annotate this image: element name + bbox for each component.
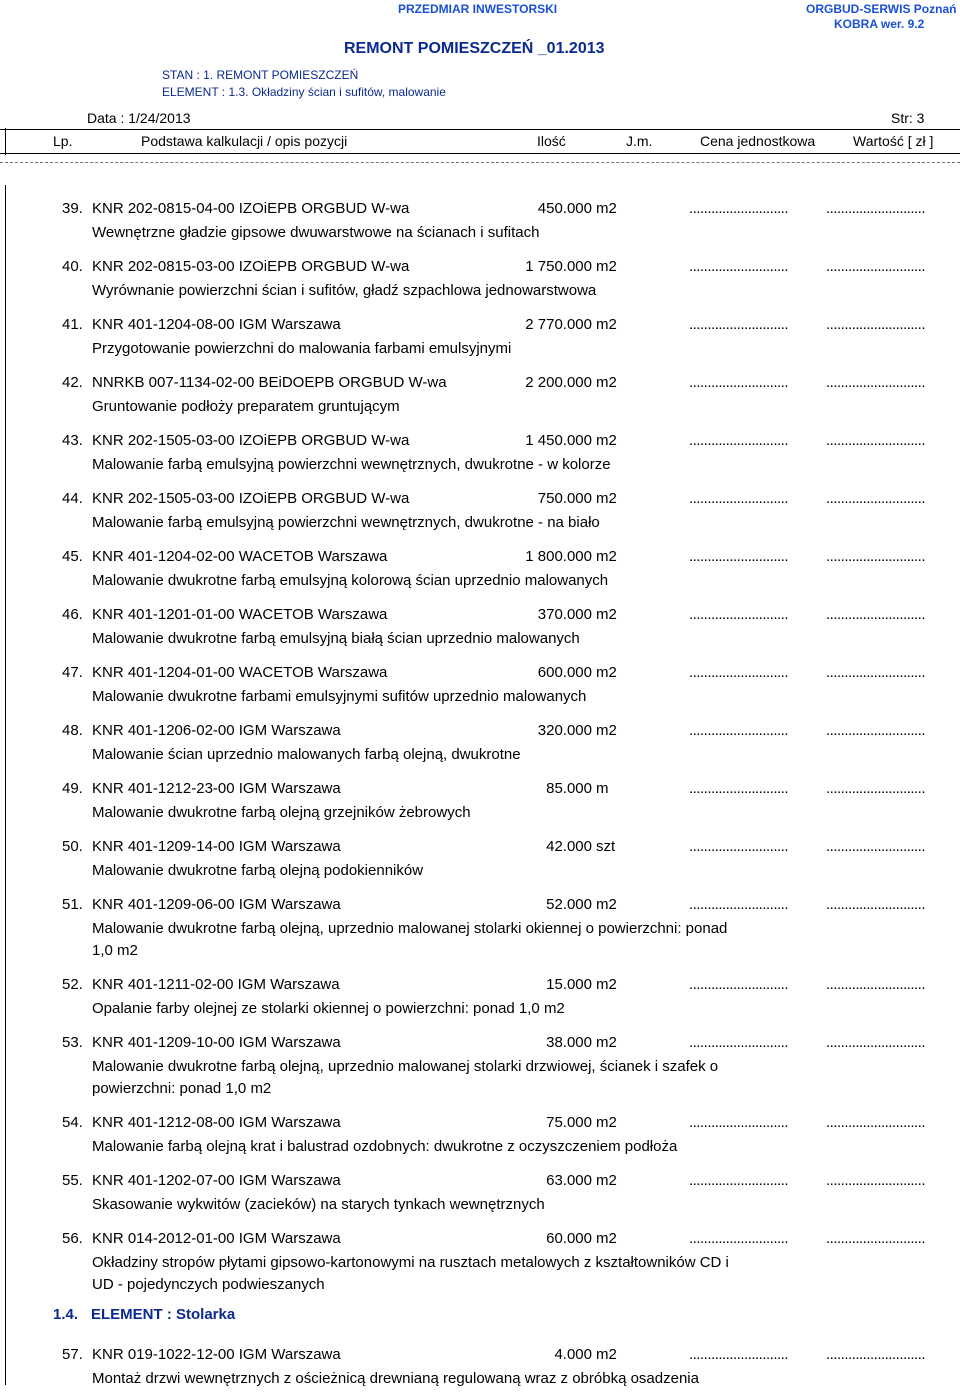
description: Wewnętrzne gładzie gipsowe dwuwarstwowe na ścianach i sufitach — [92, 224, 540, 241]
quantity: 750.000 — [537, 490, 592, 507]
column-basis: Podstawa kalkulacji / opis pozycji — [141, 133, 348, 149]
kalkulacja-code: KNR 202-1505-03-00 IZOiEPB ORGBUD W-wa — [92, 432, 410, 449]
unit-price-placeholder: ........................... — [689, 780, 789, 797]
description: Malowanie dwukrotne farbą emulsyjną białą ścian uprzednio malowanych — [92, 630, 580, 647]
company-name: ORGBUD-SERWIS Poznań — [806, 2, 957, 16]
unit: m2 — [596, 548, 617, 565]
quantity: 75.000 — [546, 1114, 592, 1131]
description: Opalanie farby olejnej ze stolarki okiennej o powierzchni: ponad 1,0 m2 — [92, 1000, 565, 1017]
unit-price-placeholder: ........................... — [689, 1034, 789, 1051]
value-placeholder: ........................... — [826, 490, 926, 507]
quantity: 2 200.000 — [525, 374, 592, 391]
quantity: 15.000 — [546, 976, 592, 993]
description: Malowanie dwukrotne farbą olejną grzejników żebrowych — [92, 804, 471, 821]
kalkulacja-code: KNR 401-1212-23-00 IGM Warszawa — [92, 780, 341, 797]
description: Okładziny stropów płytami gipsowo-kartonowymi na rusztach metalowych z kształtowników CD i UD - pojedynczych podwieszanych — [92, 1254, 729, 1293]
entry-number: 39. — [62, 200, 83, 217]
header-dashed-rule — [0, 162, 960, 163]
unit-price-placeholder: ........................... — [689, 838, 789, 855]
unit: m2 — [596, 1346, 617, 1363]
value-placeholder: ........................... — [826, 896, 926, 913]
kalkulacja-code: KNR 202-1505-03-00 IZOiEPB ORGBUD W-wa — [92, 490, 410, 507]
kalkulacja-code: KNR 401-1204-01-00 WACETOB Warszawa — [92, 664, 388, 681]
unit: m2 — [596, 1230, 617, 1247]
unit: m2 — [596, 1114, 617, 1131]
entry-number: 50. — [62, 838, 83, 855]
kalkulacja-code: KNR 401-1209-10-00 IGM Warszawa — [92, 1034, 341, 1051]
description: Skasowanie wykwitów (zacieków) na starych tynkach wewnętrznych — [92, 1196, 545, 1213]
value-placeholder: ........................... — [826, 838, 926, 855]
unit: m2 — [596, 490, 617, 507]
description: Malowanie ścian uprzednio malowanych farbą olejną, dwukrotne — [92, 746, 521, 763]
unit-price-placeholder: ........................... — [689, 374, 789, 391]
description: Malowanie farbą olejną krat i balustrad ozdobnych: dwukrotne z oczyszczeniem podłoża — [92, 1138, 678, 1155]
unit-price-placeholder: ........................... — [689, 1172, 789, 1189]
column-lp: Lp. — [53, 133, 73, 149]
value-placeholder: ........................... — [826, 432, 926, 449]
unit-price-placeholder: ........................... — [689, 1230, 789, 1247]
kalkulacja-code: KNR 401-1211-02-00 IGM Warszawa — [92, 976, 340, 993]
quantity: 60.000 — [546, 1230, 592, 1247]
entry-number: 53. — [62, 1034, 83, 1051]
kalkulacja-code: KNR 401-1212-08-00 IGM Warszawa — [92, 1114, 341, 1131]
value-placeholder: ........................... — [826, 1172, 926, 1189]
value-placeholder: ........................... — [826, 1114, 926, 1131]
unit-price-placeholder: ........................... — [689, 664, 789, 681]
quantity: 1 750.000 — [525, 258, 592, 275]
section-title: ELEMENT : Stolarka — [91, 1306, 236, 1323]
unit-price-placeholder: ........................... — [689, 1346, 789, 1363]
entry-number: 55. — [62, 1172, 83, 1189]
entry-number: 41. — [62, 316, 83, 333]
value-placeholder: ........................... — [826, 1230, 926, 1247]
unit-price-placeholder: ........................... — [689, 722, 789, 739]
unit-price-placeholder: ........................... — [689, 200, 789, 217]
unit: m2 — [596, 432, 617, 449]
entry-number: 43. — [62, 432, 83, 449]
kalkulacja-code: KNR 401-1201-01-00 WACETOB Warszawa — [92, 606, 388, 623]
unit: m2 — [596, 374, 617, 391]
value-placeholder: ........................... — [826, 258, 926, 275]
description: Gruntowanie podłoży preparatem gruntującym — [92, 398, 400, 415]
column-value: Wartość [ zł ] — [853, 133, 934, 149]
unit: m2 — [596, 896, 617, 913]
kalkulacja-code: KNR 401-1204-08-00 IGM Warszawa — [92, 316, 341, 333]
section-number: 1.4. — [53, 1306, 79, 1323]
report-type: PRZEDMIAR INWESTORSKI — [398, 2, 558, 16]
description: Malowanie dwukrotne farbami emulsyjnymi sufitów uprzednio malowanych — [92, 688, 587, 705]
value-placeholder: ........................... — [826, 976, 926, 993]
quantity: 4.000 — [554, 1346, 592, 1363]
stan-label: STAN : 1. REMONT POMIESZCZEŃ — [162, 68, 359, 82]
unit: szt — [596, 838, 616, 855]
column-price: Cena jednostkowa — [700, 133, 816, 149]
kalkulacja-code: KNR 401-1202-07-00 IGM Warszawa — [92, 1172, 341, 1189]
header-top-rule — [0, 129, 960, 130]
value-placeholder: ........................... — [826, 548, 926, 565]
description: Malowanie dwukrotne farbą olejną podokienników — [92, 862, 424, 879]
description: Wyrównanie powierzchni ścian i sufitów, gładź szpachlowa jednowarstwowa — [92, 282, 597, 299]
entry-number: 54. — [62, 1114, 83, 1131]
entry-number: 40. — [62, 258, 83, 275]
quantity: 1 450.000 — [525, 432, 592, 449]
entry-number: 49. — [62, 780, 83, 797]
entry-number: 42. — [62, 374, 83, 391]
unit-price-placeholder: ........................... — [689, 896, 789, 913]
unit-price-placeholder: ........................... — [689, 606, 789, 623]
entry-number: 46. — [62, 606, 83, 623]
value-placeholder: ........................... — [826, 316, 926, 333]
value-placeholder: ........................... — [826, 1346, 926, 1363]
kalkulacja-code: KNR 202-0815-03-00 IZOiEPB ORGBUD W-wa — [92, 258, 410, 275]
value-placeholder: ........................... — [826, 664, 926, 681]
quantity: 450.000 — [537, 200, 592, 217]
unit-price-placeholder: ........................... — [689, 316, 789, 333]
document-title: REMONT POMIESZCZEŃ _01.2013 — [344, 40, 605, 57]
value-placeholder: ........................... — [826, 780, 926, 797]
description: Malowanie dwukrotne farbą emulsyjną kolorową ścian uprzednio malowanych — [92, 572, 609, 589]
kalkulacja-code: KNR 202-0815-04-00 IZOiEPB ORGBUD W-wa — [92, 200, 410, 217]
description: Malowanie farbą emulsyjną powierzchni wewnętrznych, dwukrotne - w kolorze — [92, 456, 611, 473]
unit-price-placeholder: ........................... — [689, 490, 789, 507]
column-qty: Ilość — [537, 133, 566, 149]
column-unit: J.m. — [626, 133, 653, 149]
quantity: 320.000 — [537, 722, 592, 739]
entry-number: 47. — [62, 664, 83, 681]
page-number: Str: 3 — [891, 110, 925, 126]
kalkulacja-code: KNR 401-1204-02-00 WACETOB Warszawa — [92, 548, 388, 565]
entry-number: 57. — [62, 1346, 83, 1363]
quantity: 600.000 — [537, 664, 592, 681]
quantity: 42.000 — [546, 838, 592, 855]
unit-price-placeholder: ........................... — [689, 258, 789, 275]
value-placeholder: ........................... — [826, 722, 926, 739]
quantity: 38.000 — [546, 1034, 592, 1051]
entry-number: 52. — [62, 976, 83, 993]
header-bottom-rule — [0, 153, 960, 154]
description: Montaż drzwi wewnętrznych z ościeżnicą drewnianą regulowaną wraz z obróbką osadzenia — [92, 1370, 699, 1387]
description: Przygotowanie powierzchni do malowania farbami emulsyjnymi — [92, 340, 512, 357]
left-border-header — [5, 128, 6, 155]
unit-price-placeholder: ........................... — [689, 1114, 789, 1131]
unit-price-placeholder: ........................... — [689, 548, 789, 565]
entry-number: 48. — [62, 722, 83, 739]
value-placeholder: ........................... — [826, 200, 926, 217]
unit: m2 — [596, 606, 617, 623]
kalkulacja-code: KNR 401-1209-14-00 IGM Warszawa — [92, 838, 341, 855]
element-label: ELEMENT : 1.3. Okładziny ścian i sufitów, malowanie — [162, 85, 446, 99]
kalkulacja-code: KNR 014-2012-01-00 IGM Warszawa — [92, 1230, 341, 1247]
entry-number: 51. — [62, 896, 83, 913]
quantity: 52.000 — [546, 896, 592, 913]
unit: m2 — [596, 316, 617, 333]
value-placeholder: ........................... — [826, 1034, 926, 1051]
left-border-body — [5, 185, 6, 1385]
quantity: 2 770.000 — [525, 316, 592, 333]
kalkulacja-code: KNR 401-1209-06-00 IGM Warszawa — [92, 896, 341, 913]
quantity: 85.000 — [546, 780, 592, 797]
unit: m2 — [596, 1034, 617, 1051]
kalkulacja-code: KNR 401-1206-02-00 IGM Warszawa — [92, 722, 341, 739]
unit: m2 — [596, 200, 617, 217]
unit: m2 — [596, 722, 617, 739]
value-placeholder: ........................... — [826, 606, 926, 623]
unit-price-placeholder: ........................... — [689, 976, 789, 993]
software-version: KOBRA wer. 9.2 — [834, 17, 925, 31]
value-placeholder: ........................... — [826, 374, 926, 391]
unit: m2 — [596, 1172, 617, 1189]
entry-number: 56. — [62, 1230, 83, 1247]
description: Malowanie dwukrotne farbą olejną, uprzednio malowanej stolarki okiennej o powierzchni: ponad 1,0 m2 — [92, 920, 728, 959]
quantity: 1 800.000 — [525, 548, 592, 565]
entry-number: 44. — [62, 490, 83, 507]
quantity: 370.000 — [537, 606, 592, 623]
unit: m2 — [596, 664, 617, 681]
unit: m — [596, 780, 609, 797]
unit: m2 — [596, 258, 617, 275]
description: Malowanie farbą emulsyjną powierzchni wewnętrznych, dwukrotne - na biało — [92, 514, 600, 531]
description: Malowanie dwukrotne farbą olejną, uprzednio malowanej stolarki drzwiowej, ścianek i szafek o powierzchni: ponad 1,0 m2 — [92, 1058, 719, 1097]
unit: m2 — [596, 976, 617, 993]
entry-number: 45. — [62, 548, 83, 565]
date-label: Data : 1/24/2013 — [87, 110, 191, 126]
unit-price-placeholder: ........................... — [689, 432, 789, 449]
quantity: 63.000 — [546, 1172, 592, 1189]
kalkulacja-code: KNR 019-1022-12-00 IGM Warszawa — [92, 1346, 341, 1363]
kalkulacja-code: NNRKB 007-1134-02-00 BEiDOEPB ORGBUD W-wa — [92, 374, 447, 391]
